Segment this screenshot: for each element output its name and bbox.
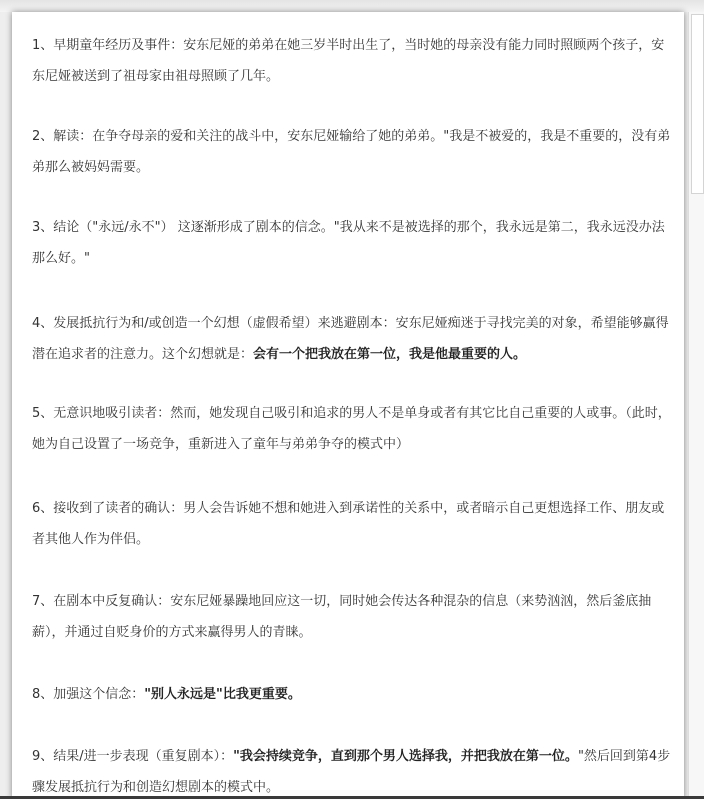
paragraph-1 bbox=[32, 30, 676, 92]
paragraph-4-bold: 会有一个把我放在第一位，我是他最重要的人。 bbox=[253, 347, 527, 362]
paragraph-3 bbox=[32, 212, 676, 274]
paragraph-2-text: 2、解读：在争夺母亲的爱和关注的战斗中，安东尼娅输给了她的弟弟。"我是不被爱的，我是不重要的，没有弟弟那么被妈妈需要。 bbox=[32, 129, 671, 175]
paragraph-3-text: 3、结论（"永远/永不"） 这逐渐形成了剧本的信念。"我从来不是被选择的那个，我永远是第二，我永远没办法那么好。" bbox=[32, 220, 665, 266]
paragraph-8 bbox=[32, 679, 676, 710]
paragraph-7-text: 7、在剧本中反复确认：安东尼娅暴躁地回应这一切，同时她会传达各种混杂的信息（来势汹汹，然后釜底抽薪），并通过自贬身价的方式来赢得男人的青睐。 bbox=[32, 594, 652, 640]
paragraph-8-bold: "别人永远是"比我更重要。 bbox=[144, 687, 301, 702]
paragraph-8-text: 8、加强这个信念： bbox=[32, 687, 145, 702]
paragraph-6 bbox=[32, 493, 676, 555]
vertical-scrollbar[interactable] bbox=[688, 12, 704, 799]
paragraph-6-text: 6、接收到了读者的确认：男人会告诉她不想和她进入到承诺性的关系中，或者暗示自己更想选择工作、朋友或者其他人作为伴侣。 bbox=[32, 501, 665, 547]
paragraph-9-tail: "然后回到第4步骤发展抵抗行为和创造幻想剧本的模式中。 bbox=[32, 749, 671, 795]
paragraph-9-text: 9、结果/进一步表现（重复剧本）： bbox=[32, 749, 234, 764]
page-top-edge bbox=[0, 0, 704, 12]
paragraph-5-text: 5、无意识地吸引读者：然而，她发现自己吸引和追求的男人不是单身或者有其它比自己重要的人或事。（此时，她为自己设置了一场竞争，重新进入了童年与弟弟争夺的模式中） bbox=[32, 406, 671, 452]
paragraph-4-text: 4、发展抵抗行为和/或创造一个幻想（虚假希望）来逃避剧本：安东尼娅痴迷于寻找完美的对象，希望能够赢得潜在追求者的注意力。这个幻想就是： bbox=[32, 316, 669, 362]
paragraph-9-bold: "我会持续竞争，直到那个男人选择我，并把我放在第一位。 bbox=[233, 749, 578, 764]
paragraph-7 bbox=[32, 586, 676, 648]
paragraph-9 bbox=[32, 741, 676, 799]
scrollbar-thumb[interactable] bbox=[691, 14, 704, 194]
article-page bbox=[12, 12, 684, 799]
paragraph-4 bbox=[32, 308, 676, 370]
paragraph-1-text: 1、早期童年经历及事件：安东尼娅的弟弟在她三岁半时出生了，当时她的母亲没有能力同时照顾两个孩子，安东尼娅被送到了祖母家由祖母照顾了几年。 bbox=[32, 38, 665, 84]
paragraph-2 bbox=[32, 121, 676, 183]
paragraph-5 bbox=[32, 398, 676, 460]
